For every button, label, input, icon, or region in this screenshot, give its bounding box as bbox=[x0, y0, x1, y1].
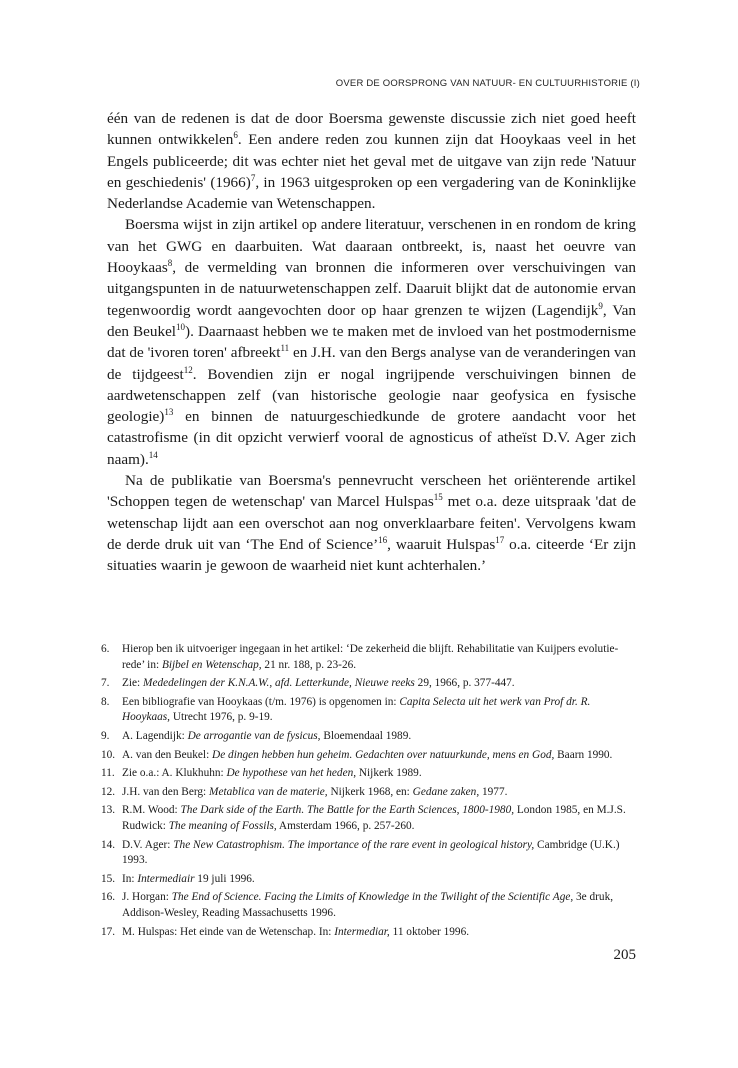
paragraph-text: , de vermelding van bronnen die informeren over verschuivingen van uitgangspunten in de natuurwetenschappen zelf. Daaruit blijkt dat de autonomie ervan tegenwoordig wordt aangevochten door op haar grenzen te wijzen (Lagendijk bbox=[107, 259, 636, 319]
footnote-text bbox=[122, 643, 618, 671]
footnote-title: De arrogantie van de fysicus, bbox=[187, 729, 321, 742]
page-number: 205 bbox=[613, 947, 636, 963]
footnote-title: The meaning of Fossils, bbox=[168, 819, 277, 832]
footnote-title: Metablica van de materie, bbox=[209, 785, 328, 798]
footnote-text bbox=[122, 767, 422, 779]
paragraph bbox=[107, 214, 636, 470]
paragraph-text: Boersma wijst in zijn artikel op andere literatuur, verschenen in en rondom de kring van het GWG en daarbuiten. Wat daaraan ontbreekt, is, naast het oeuvre van Hooykaas bbox=[107, 216, 636, 277]
paragraph-text: o.a. citeerde ‘Er zijn situaties waarin je gewoon de waarheid niet kunt achterhalen.’ bbox=[107, 535, 636, 575]
footnote-title: The New Catastrophism. The importance of the rare event in geological history, bbox=[173, 838, 535, 851]
footnote-text-segment: 21 nr. 188, p. 23-26. bbox=[261, 658, 357, 671]
footnote-text-segment: 1977. bbox=[479, 785, 508, 798]
footnote-number: 7. bbox=[101, 677, 110, 690]
footnote bbox=[101, 748, 637, 764]
footnote bbox=[101, 803, 637, 834]
footnote-text-segment: Hierop ben ik uitvoeriger ingegaan in het artikel: ‘De zekerheid die blijft. Rehabilitatie van Kuijpers evolutie-rede’ in: bbox=[122, 643, 619, 671]
footnote bbox=[101, 925, 637, 941]
footnote-text-segment: 29, 1966, p. 377-447. bbox=[414, 677, 515, 690]
footnote-title: Bijbel en Wetenschap, bbox=[161, 658, 262, 671]
footnote-reference: 15 bbox=[433, 492, 443, 503]
footnote-text-segment: Nijkerk 1968, en: bbox=[327, 785, 413, 798]
paragraph-text: . Een andere reden zou kunnen zijn dat Hooykaas veel in het Engels publiceerde; dit was echter niet het geval met de uitgave van zijn rede 'Natuur en geschiedenis' (1966) bbox=[107, 131, 637, 191]
footnote-reference: 17 bbox=[495, 534, 505, 545]
footnote-text bbox=[122, 839, 620, 867]
paragraph-text: . Bovendien zijn er nogal ingrijpende verschuivingen binnen de aardwetenschappen zelf (van historische geologie naar geofysica en fysische geologie) bbox=[107, 365, 636, 426]
footnote-text bbox=[122, 804, 626, 832]
footnote bbox=[101, 872, 637, 888]
footnote-reference: 7 bbox=[250, 172, 256, 183]
body-text bbox=[107, 108, 636, 577]
footnote-title: Mededelingen der K.N.A.W., afd. Letterkunde, Nieuwe reeks bbox=[143, 677, 415, 690]
footnote-title: The End of Science. Facing the Limits of Knowledge in the Twilight of the Scientific Age, bbox=[171, 891, 574, 904]
footnote bbox=[101, 729, 637, 745]
footnote-reference: 16 bbox=[378, 534, 388, 545]
footnote bbox=[101, 695, 637, 726]
paragraph-text: met o.a. deze uitspraak 'dat de wetenschap lijdt aan een overschot aan nog onverklaarbare feiten'. Vervolgens kwam de derde druk uit van ‘The End of Science’ bbox=[107, 493, 636, 553]
footnote-number: 13. bbox=[101, 804, 116, 817]
footnote-number: 16. bbox=[101, 891, 116, 904]
paragraph bbox=[107, 470, 636, 576]
footnote-text-segment: 3e druk, Addison-Wesley, Reading Massachusetts 1996. bbox=[122, 891, 614, 919]
running-header: OVER DE OORSPRONG VAN NATUUR- EN CULTUURHISTORIE (I) bbox=[335, 78, 640, 89]
footnote-text-segment: Amsterdam 1966, p. 257-260. bbox=[276, 819, 415, 832]
paragraph-text: ). Daarnaast hebben we te maken met de invloed van het postmodernisme dat de 'ivoren toren' afbreekt bbox=[107, 322, 636, 362]
footnote-text-segment: D.V. Ager: bbox=[122, 838, 174, 851]
footnote-title: Intermediar, bbox=[334, 925, 390, 938]
footnote-reference: 6 bbox=[233, 130, 238, 141]
footnote-reference: 10 bbox=[176, 321, 186, 332]
footnote-text bbox=[122, 730, 411, 742]
footnote bbox=[101, 676, 637, 692]
footnote-reference: 13 bbox=[164, 407, 174, 418]
footnote bbox=[101, 890, 637, 921]
footnote-text-segment: M. Hulspas: Het einde van de Wetenschap. In: bbox=[122, 925, 335, 938]
footnote-text-segment: Een bibliografie van Hooykaas (t/m. 1976) is opgenomen in: bbox=[122, 695, 400, 708]
footnote-text bbox=[122, 926, 469, 938]
footnote-text bbox=[122, 749, 612, 761]
footnote-number: 6. bbox=[101, 643, 110, 655]
footnote-text bbox=[122, 677, 515, 689]
footnote-reference: 14 bbox=[148, 449, 158, 460]
footnote-text bbox=[122, 696, 590, 724]
footnote-reference: 12 bbox=[183, 364, 193, 375]
paragraph-text: , in 1963 uitgesproken op een vergadering van de Koninklijke Nederlandse Academie van Wetenschappen. bbox=[107, 173, 636, 213]
footnote-text-segment: R.M. Wood: bbox=[122, 804, 181, 817]
footnote-text-segment: A. Lagendijk: bbox=[122, 729, 188, 742]
footnote-text-segment: Zie: bbox=[122, 677, 144, 690]
paragraph-text: en J.H. van den Bergs analyse van de veranderingen van de tijdgeest bbox=[107, 344, 636, 383]
footnote-text-segment: J.H. van den Berg: bbox=[122, 785, 210, 798]
footnote-title: De dingen hebben hun geheim. Gedachten over natuurkunde, mens en God, bbox=[212, 748, 555, 761]
paragraph bbox=[107, 108, 636, 214]
footnote-text-segment: Nijkerk 1989. bbox=[356, 767, 422, 780]
footnote-number: 12. bbox=[101, 785, 116, 798]
paragraph-text: één van de redenen is dat de door Boersma gewenste discussie zich niet goed heeft kunnen ontwikkelen bbox=[107, 110, 636, 149]
footnote-title: Gedane zaken, bbox=[412, 785, 480, 798]
footnote-number: 17. bbox=[101, 925, 116, 938]
footnote-text-segment: Zie o.a.: A. Klukhuhn: bbox=[122, 767, 227, 780]
footnote-text bbox=[122, 873, 255, 885]
paragraph-text: , waaruit Hulspas bbox=[387, 535, 496, 553]
footnote bbox=[101, 838, 637, 869]
footnote-title: De hypothese van het heden, bbox=[226, 767, 357, 780]
footnote-reference: 8 bbox=[167, 258, 173, 269]
footnote-text bbox=[122, 891, 613, 919]
footnote-text-segment: A. van den Beukel: bbox=[122, 748, 213, 761]
footnote bbox=[101, 766, 637, 782]
footnote-number: 8. bbox=[101, 695, 110, 708]
footnote-title: Capita Selecta uit het werk van Prof dr. R. Hooykaas, bbox=[122, 695, 591, 724]
footnote-number: 14. bbox=[101, 838, 116, 851]
footnotes bbox=[101, 642, 637, 943]
footnote-number: 11. bbox=[101, 767, 115, 780]
footnote-text-segment: Utrecht 1976, p. 9-19. bbox=[170, 711, 273, 724]
footnote-reference: 11 bbox=[280, 343, 290, 354]
footnote-reference: 9 bbox=[598, 300, 603, 311]
footnote-title: The Dark side of the Earth. The Battle for the Earth Sciences, 1800-1980, bbox=[180, 804, 515, 817]
footnote-title: Intermediair bbox=[137, 872, 195, 885]
footnote-text-segment: 11 oktober 1996. bbox=[389, 925, 470, 938]
footnote-text-segment: Bloemendaal 1989. bbox=[320, 729, 412, 742]
paragraph-text: en binnen de natuurgeschiedkunde de grotere aandacht voor het catastrofisme (in dit opzicht verwierf vooral de agnosticus of atheïst D.V. Ager zich naam). bbox=[107, 408, 636, 468]
footnote-number: 10. bbox=[101, 748, 116, 761]
footnote-text-segment: London 1985, en M.J.S. Rudwick: bbox=[122, 804, 626, 832]
footnote bbox=[101, 785, 637, 801]
footnote-text-segment: 19 juli 1996. bbox=[194, 872, 255, 885]
paragraph-text: , Van den Beukel bbox=[107, 301, 636, 340]
footnote-number: 15. bbox=[101, 872, 116, 885]
footnote-text-segment: Baarn 1990. bbox=[554, 748, 613, 761]
footnote-text bbox=[122, 786, 507, 798]
footnote-text-segment: In: bbox=[122, 872, 138, 885]
footnote-text-segment: Cambridge (U.K.) 1993. bbox=[122, 838, 620, 867]
footnote-number: 9. bbox=[101, 729, 110, 742]
footnote-text-segment: J. Horgan: bbox=[122, 891, 172, 904]
footnote bbox=[101, 642, 637, 673]
paragraph-text: Na de publikatie van Boersma's pennevrucht verscheen het oriënterende artikel 'Schoppen tegen de wetenschap' van Marcel Hulspas bbox=[107, 472, 636, 511]
